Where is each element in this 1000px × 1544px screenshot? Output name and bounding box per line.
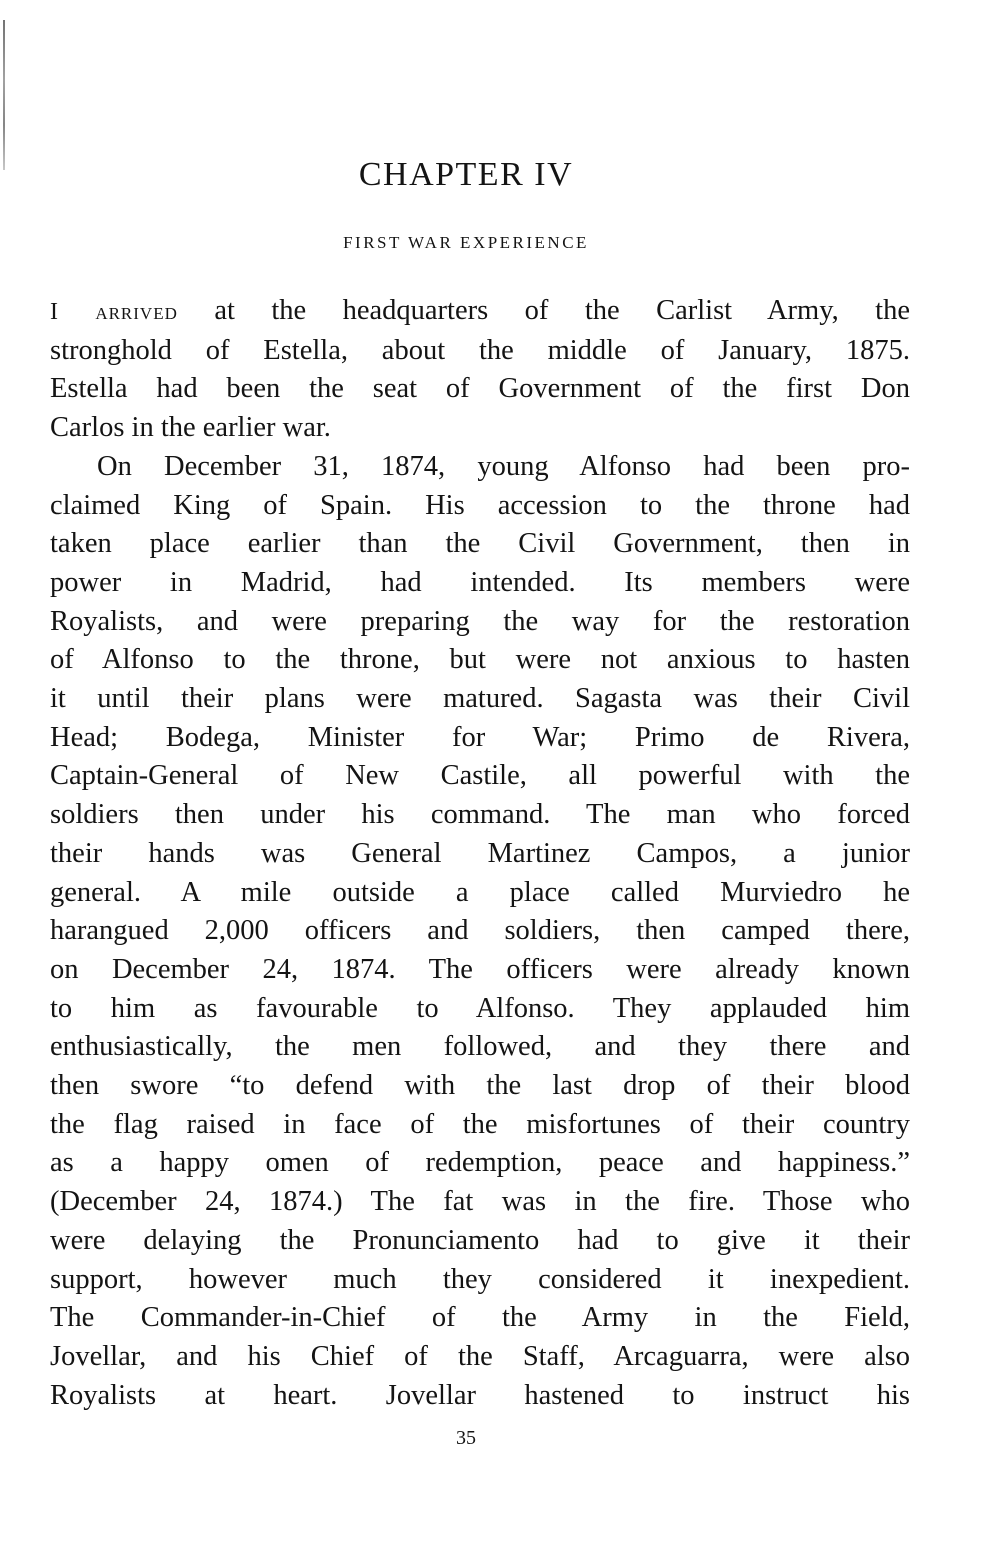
- lead-word: I arrived: [50, 299, 178, 325]
- text-line: were delaying the Pronunciamento had to give it their: [50, 1224, 910, 1256]
- text-line: general. A mile outside a place called Murviedro he: [50, 876, 910, 908]
- chapter-title: CHAPTER IV: [358, 156, 574, 193]
- text-line: as a happy omen of redemption, peace and happiness.”: [50, 1147, 910, 1179]
- text-line: Estella had been the seat of Government of the first Don: [50, 373, 910, 405]
- text-line: support, however much they considered it inexpedient.: [50, 1263, 910, 1295]
- text-line: stronghold of Estella, about the middle of January, 1875.: [50, 334, 910, 366]
- text-line: Royalists at heart. Jovellar hastened to instruct his: [50, 1379, 910, 1411]
- text-line: the flag raised in face of the misfortunes of their country: [50, 1108, 910, 1140]
- chapter-subtitle: FIRST WAR EXPERIENCE: [343, 233, 589, 252]
- text-line: Carlos in the earlier war.: [50, 412, 331, 444]
- text-line: soldiers then under his command. The man who forced: [50, 799, 910, 831]
- text-line: power in Madrid, had intended. Its members were: [50, 566, 910, 598]
- text-line: taken place earlier than the Civil Government, then in: [50, 528, 910, 560]
- text-line: to him as favourable to Alfonso. They applauded him: [50, 992, 910, 1024]
- text-line: it until their plans were matured. Sagasta was their Civil: [50, 683, 910, 715]
- text-line: (December 24, 1874.) The fat was in the fire. Those who: [50, 1186, 910, 1218]
- body-text: [50, 292, 910, 1415]
- text-line: Jovellar, and his Chief of the Staff, Arcaguarra, were also: [50, 1340, 910, 1372]
- text-line: claimed King of Spain. His accession to the throne had: [50, 489, 910, 521]
- text-line: Captain-General of New Castile, all powerful with the: [50, 760, 910, 792]
- page-number: 35: [456, 1427, 476, 1449]
- text-line: Royalists, and were preparing the way for the restoration: [50, 605, 910, 637]
- text-line: enthusiastically, the men followed, and they there and: [50, 1031, 910, 1063]
- paragraph-2: [50, 448, 910, 1416]
- text-line: Head; Bodega, Minister for War; Primo de Rivera,: [50, 721, 910, 753]
- text-line: I arrived at the headquarters of the Carlist Army, the: [50, 295, 910, 326]
- text-line: harangued 2,000 officers and soldiers, then camped there,: [50, 915, 910, 947]
- text-line: on December 24, 1874. The officers were already known: [50, 953, 910, 985]
- text-line: On December 31, 1874, young Alfonso had been pro-: [97, 450, 910, 482]
- text-line: then swore “to defend with the last drop of their blood: [50, 1070, 910, 1102]
- scan-edge-mark: [3, 20, 5, 170]
- text-line: The Commander-in-Chief of the Army in the Field,: [50, 1302, 910, 1334]
- text-line: of Alfonso to the throne, but were not anxious to hasten: [50, 644, 910, 676]
- paragraph-1: [50, 292, 910, 448]
- text-line: their hands was General Martinez Campos, a junior: [50, 837, 910, 869]
